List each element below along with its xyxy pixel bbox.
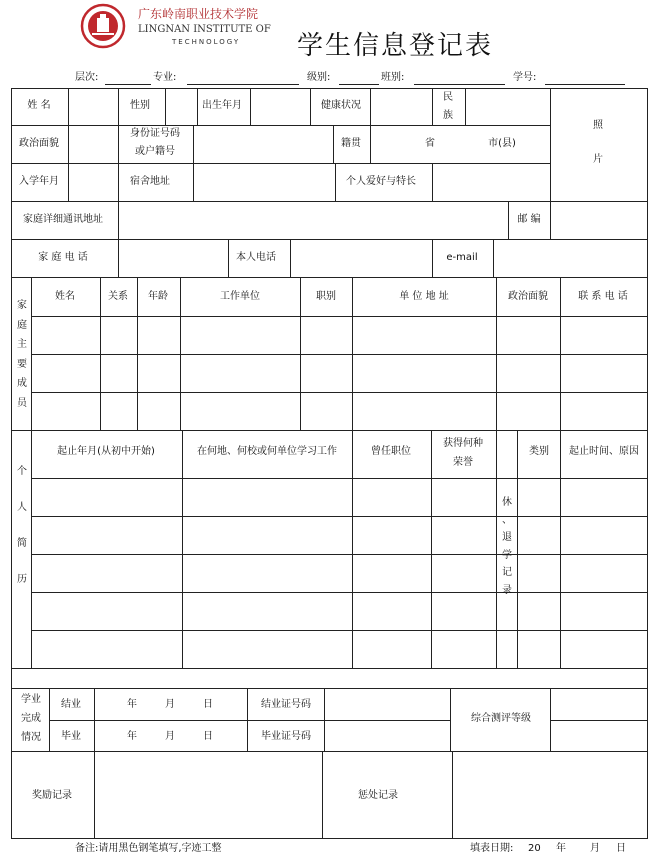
label-city: 市(县) [488,138,516,149]
school-logo [80,3,271,49]
grid-line [137,277,138,431]
grid-line [31,516,648,517]
label-graduate-cert: 毕业证号码 [261,731,311,742]
label-dorm: 宿舍地址 [130,176,170,187]
grid-line [335,163,336,202]
grid-line [31,392,648,393]
label-eval: 综合测评等级 [471,713,531,724]
grid-line [431,430,432,669]
grid-line [560,430,561,669]
grid-line [11,88,648,89]
level-label: 层次: [75,72,99,83]
grid-line [11,751,648,752]
label-mobile: 本人电话 [236,252,276,263]
label-punish: 惩处记录 [358,790,398,801]
grid-line [11,838,648,839]
resume-side-char: 简 [17,538,27,549]
school-name-cn: 广东岭南职业技术学院 [138,7,259,21]
family-header: 职别 [316,291,336,302]
grid-line [11,163,551,164]
grid-line [31,277,32,431]
grid-line [11,239,648,240]
grid-line [182,430,183,669]
grid-line [465,88,466,126]
grid-line [496,277,497,431]
label-health: 健康状况 [321,100,361,111]
family-side-char: 员 [17,397,27,409]
suspend-side-char: 记 [502,567,512,578]
suspend-side-char: 、 [502,514,512,526]
grid-line [290,239,291,278]
resume-header-honor-2: 荣誉 [453,457,473,468]
family-header: 单 位 地 址 [399,291,449,302]
resume-header-period: 起止年月(从初中开始) [57,446,155,457]
grid-line [452,751,453,839]
suspend-side-char: 学 [502,549,512,561]
school-seal [80,3,126,49]
grid-line [193,125,194,202]
label-enroll: 入学年月 [19,176,59,187]
family-header: 关系 [108,291,128,302]
label-complete: 结业 [61,699,81,710]
label-photo-2: 片 [593,154,603,165]
school-name-en-2: TECHNOLOGY [172,38,241,46]
graduate-month: 月 [165,731,175,742]
family-header: 联 系 电 话 [578,291,628,302]
page-title: 学生信息登记表 [297,31,494,61]
label-ethnic-1: 民 [443,92,453,103]
study-side-3: 情况 [21,732,41,743]
grid-line [31,554,648,555]
study-side-2: 完成 [21,713,41,724]
grid-line [11,668,648,669]
resume-side-char: 历 [17,574,27,585]
grid-line [94,688,95,752]
grid-line [550,88,551,202]
grid-line [352,277,353,431]
suspend-side-char: 录 [502,584,512,596]
footer-year: 年 [556,843,566,854]
label-birth: 出生年月 [202,100,242,111]
family-header: 姓名 [55,291,75,302]
grid-line [31,316,648,317]
complete-day: 日 [203,699,213,710]
major-field[interactable] [187,84,299,85]
school-name-en: LINGNAN INSTITUTE OF [138,24,271,35]
grid-line [550,720,648,721]
grid-line [100,277,101,431]
grid-line [31,478,648,479]
label-native: 籍贯 [341,138,361,149]
label-home-phone: 家 庭 电 话 [38,252,88,263]
label-graduate: 毕业 [61,731,81,742]
suspend-side-char: 休 [502,497,512,508]
grid-line [180,277,181,431]
grid-line [432,88,433,126]
label-email: e-mail [446,252,478,263]
label-ethnic-2: 族 [443,110,453,121]
label-political: 政治面貌 [19,138,59,149]
label-complete-cert: 结业证号码 [261,699,311,710]
grid-line [11,430,648,431]
grid-line [496,430,497,669]
resume-header-where: 在何地、何校或何单位学习工作 [197,446,337,457]
graduate-year: 年 [127,731,137,742]
family-header: 年龄 [148,291,168,302]
grid-line [508,201,509,240]
grid-line [300,277,301,431]
suspend-header-type: 类别 [529,446,549,457]
grade-label: 级别: [307,72,331,83]
family-side-char: 庭 [17,319,27,331]
grade-field[interactable] [339,84,379,85]
grid-line [118,88,119,126]
complete-month: 月 [165,699,175,710]
label-gender: 性别 [130,100,150,111]
suspend-header-reason: 起止时间、原因 [569,446,639,457]
label-name: 姓 名 [27,100,51,111]
footer-month: 月 [590,843,600,854]
footer-date-label: 填表日期: [470,843,514,854]
grid-line [550,201,551,240]
grid-line [228,239,229,278]
label-postcode: 邮 编 [517,214,541,225]
grid-line [370,125,371,164]
grid-line [31,630,648,631]
study-side-1: 学业 [21,694,41,705]
grid-line [11,277,648,278]
grid-line [310,88,311,126]
label-id-1: 身份证号码 [130,128,180,139]
student-no-field[interactable] [545,84,625,85]
label-reward: 奖励记录 [32,790,72,801]
grid-line [118,125,119,202]
family-header: 政治面貌 [508,291,548,302]
major-label: 专业: [153,72,177,83]
label-photo-1: 照 [593,120,603,131]
grid-line [333,125,334,164]
grid-line [493,239,494,278]
footer-day: 日 [616,843,626,854]
resume-header-honor-1: 获得何种 [443,438,483,449]
family-header: 工作单位 [220,291,260,302]
family-side-char: 要 [17,358,27,370]
grid-line [432,163,433,202]
grid-line [94,751,95,839]
label-hobby: 个人爱好与特长 [346,176,416,187]
footer-year-prefix: 20 [528,843,541,854]
grid-line [49,720,451,721]
grid-line [31,430,32,669]
footer-note: 备注:请用黑色钢笔填写,字迹工整 [75,843,222,854]
family-side-char: 主 [17,339,27,350]
grid-line [352,430,353,669]
grid-line [370,88,371,126]
suspend-side-char: 退 [502,532,512,543]
label-id-2: 或户籍号 [135,146,175,157]
complete-year: 年 [127,699,137,710]
resume-side-char: 个 [17,466,27,477]
label-province: 省 [425,138,435,149]
family-side-char: 家 [17,300,27,311]
resume-side-char: 人 [17,502,27,513]
grid-line [432,239,433,278]
label-address: 家庭详细通讯地址 [23,214,103,225]
class-field[interactable] [414,84,505,85]
grid-line [11,125,551,126]
grid-line [31,354,648,355]
student-no-label: 学号: [513,72,537,83]
grid-line [118,201,119,278]
grid-line [49,688,50,752]
grid-line [324,688,325,752]
graduate-day: 日 [203,731,213,742]
grid-line [250,88,251,126]
grid-line [560,277,561,431]
grid-line [450,688,451,752]
grid-line [322,751,323,839]
level-field[interactable] [105,84,151,85]
family-side-char: 成 [17,378,27,389]
grid-line [11,201,648,202]
grid-line [247,688,248,752]
grid-line [165,88,166,126]
grid-line [31,592,648,593]
grid-line [68,88,69,202]
grid-line [11,688,648,689]
grid-line [517,430,518,669]
grid-line [197,88,198,126]
class-label: 班别: [381,72,405,83]
resume-header-post: 曾任职位 [371,446,411,457]
